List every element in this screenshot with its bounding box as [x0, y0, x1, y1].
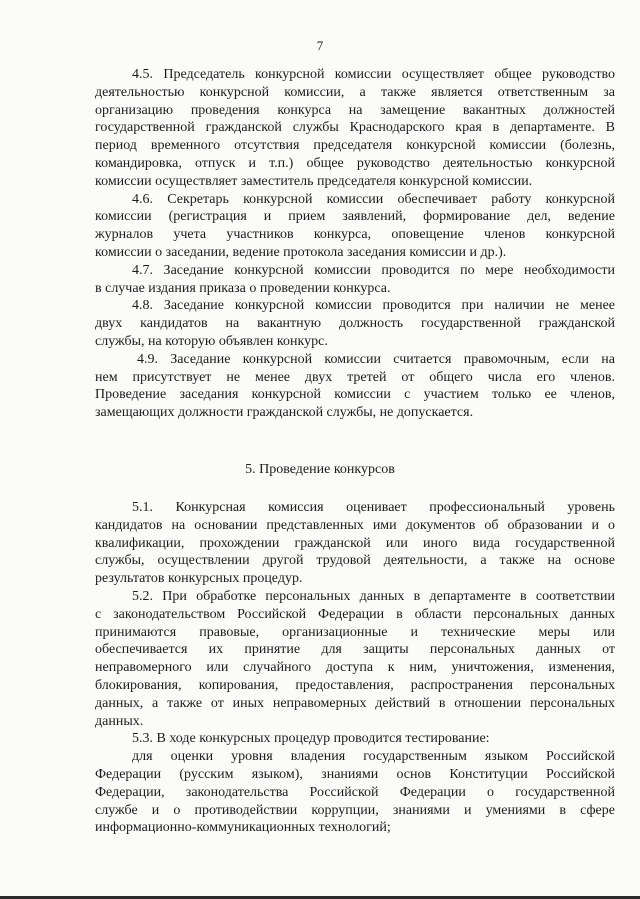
text-line: комиссии о заседании, ведение протокола заседания комиссии и др.).: [95, 244, 507, 260]
text-line: Федерации, законодательства Российской Федерации о государственной: [95, 784, 615, 800]
text-line: данных.: [95, 713, 144, 729]
text-line: 4.5. Председатель конкурсной комиссии осуществляет общее руководство: [132, 67, 615, 82]
text-line: обеспечивается их принятие для защиты персональных данных от: [95, 642, 615, 658]
text-line: с законодательством Российской Федерации в области персональных данных: [95, 606, 615, 622]
text-line: деятельностью конкурсной комиссии, а также является ответственным за: [95, 84, 615, 100]
text-line: квалификации, прохождении гражданской или иного вида государственной: [95, 535, 615, 551]
text-line: для оценки уровня владения государственным языком Российской: [132, 749, 615, 765]
text-line: кандидатов на основании представленных ими документов об образовании и о: [95, 517, 615, 533]
text-line: 4.6. Секретарь конкурсной комиссии обеспечивает работу конкурсной: [132, 191, 615, 207]
text-line: период временного отсутствия председателя конкурсной комиссии (болезнь,: [95, 138, 615, 154]
section-5-text: [95, 499, 615, 837]
text-line: организацию проведения конкурса на замещение вакантных должностей: [95, 102, 615, 118]
text-line: данных, а также от иных неправомерных действий в отношении персональных: [95, 695, 615, 711]
text-line: нем присутствует не менее двух третей от общего числа его членов.: [95, 369, 615, 385]
text-line: службе и о противодействии коррупции, знаниями и умениями в сфере: [95, 802, 615, 818]
text-line: журналов учета участников конкурса, оповещение членов конкурсной: [95, 227, 615, 243]
text-line: 4.9. Заседание конкурсной комиссии считается правомочным, если на: [137, 351, 615, 367]
text-line: блокирования, копирования, предоставления, распространения персональных: [95, 677, 615, 693]
text-line: 5.3. В ходе конкурсных процедур проводится тестирование:: [132, 731, 490, 747]
text-line: 4.7. Заседание конкурсной комиссии проводится по мере необходимости: [132, 262, 615, 278]
page-number: 7: [316, 38, 324, 53]
text-line: двух кандидатов на вакантную должность государственной гражданской: [95, 316, 615, 332]
section-4-text: [95, 66, 615, 422]
text-line: 4.8. Заседание конкурсной комиссии проводится при наличии не менее: [132, 298, 615, 314]
text-line: 5.2. При обработке персональных данных в департаменте в соответствии: [132, 588, 615, 604]
text-line: командировка, отпуск и т.п.) общее руководство деятельностью конкурсной: [95, 155, 615, 171]
text-line: неправомерного или случайного доступа к ним, уничтожения, изменения,: [95, 660, 615, 676]
text-line: принимаются правовые, организационные и технические меры или: [95, 624, 615, 640]
text-line: информационно-коммуникационных технологий;: [95, 820, 391, 836]
text-line: комиссии (регистрация и прием заявлений, формирование дел, ведение: [95, 209, 615, 225]
text-line: службы, осуществлении другой трудовой деятельности, а также на основе: [95, 553, 615, 569]
text-line: результатов конкурсных процедур.: [95, 571, 303, 587]
text-line: комиссии осуществляет заместитель председателя конкурсной комиссии.: [95, 173, 533, 189]
text-line: Проведение заседания конкурсной комиссии с участием только ее членов,: [95, 387, 615, 403]
text-line: службы, на которую объявлен конкурс.: [95, 333, 328, 349]
text-line: замещающих должности гражданской службы, не допускается.: [95, 405, 474, 421]
text-line: Федерации (русским языком), знаниями основ Конституции Российской: [95, 766, 615, 782]
text-line: государственной гражданской службы Краснодарского края в департаменте. В: [95, 120, 615, 136]
text-line: в случае издания приказа о проведении конкурса.: [95, 280, 391, 296]
section-heading: 5. Проведение конкурсов: [245, 462, 395, 477]
text-line: 5.1. Конкурсная комиссия оценивает профессиональный уровень: [132, 500, 615, 515]
